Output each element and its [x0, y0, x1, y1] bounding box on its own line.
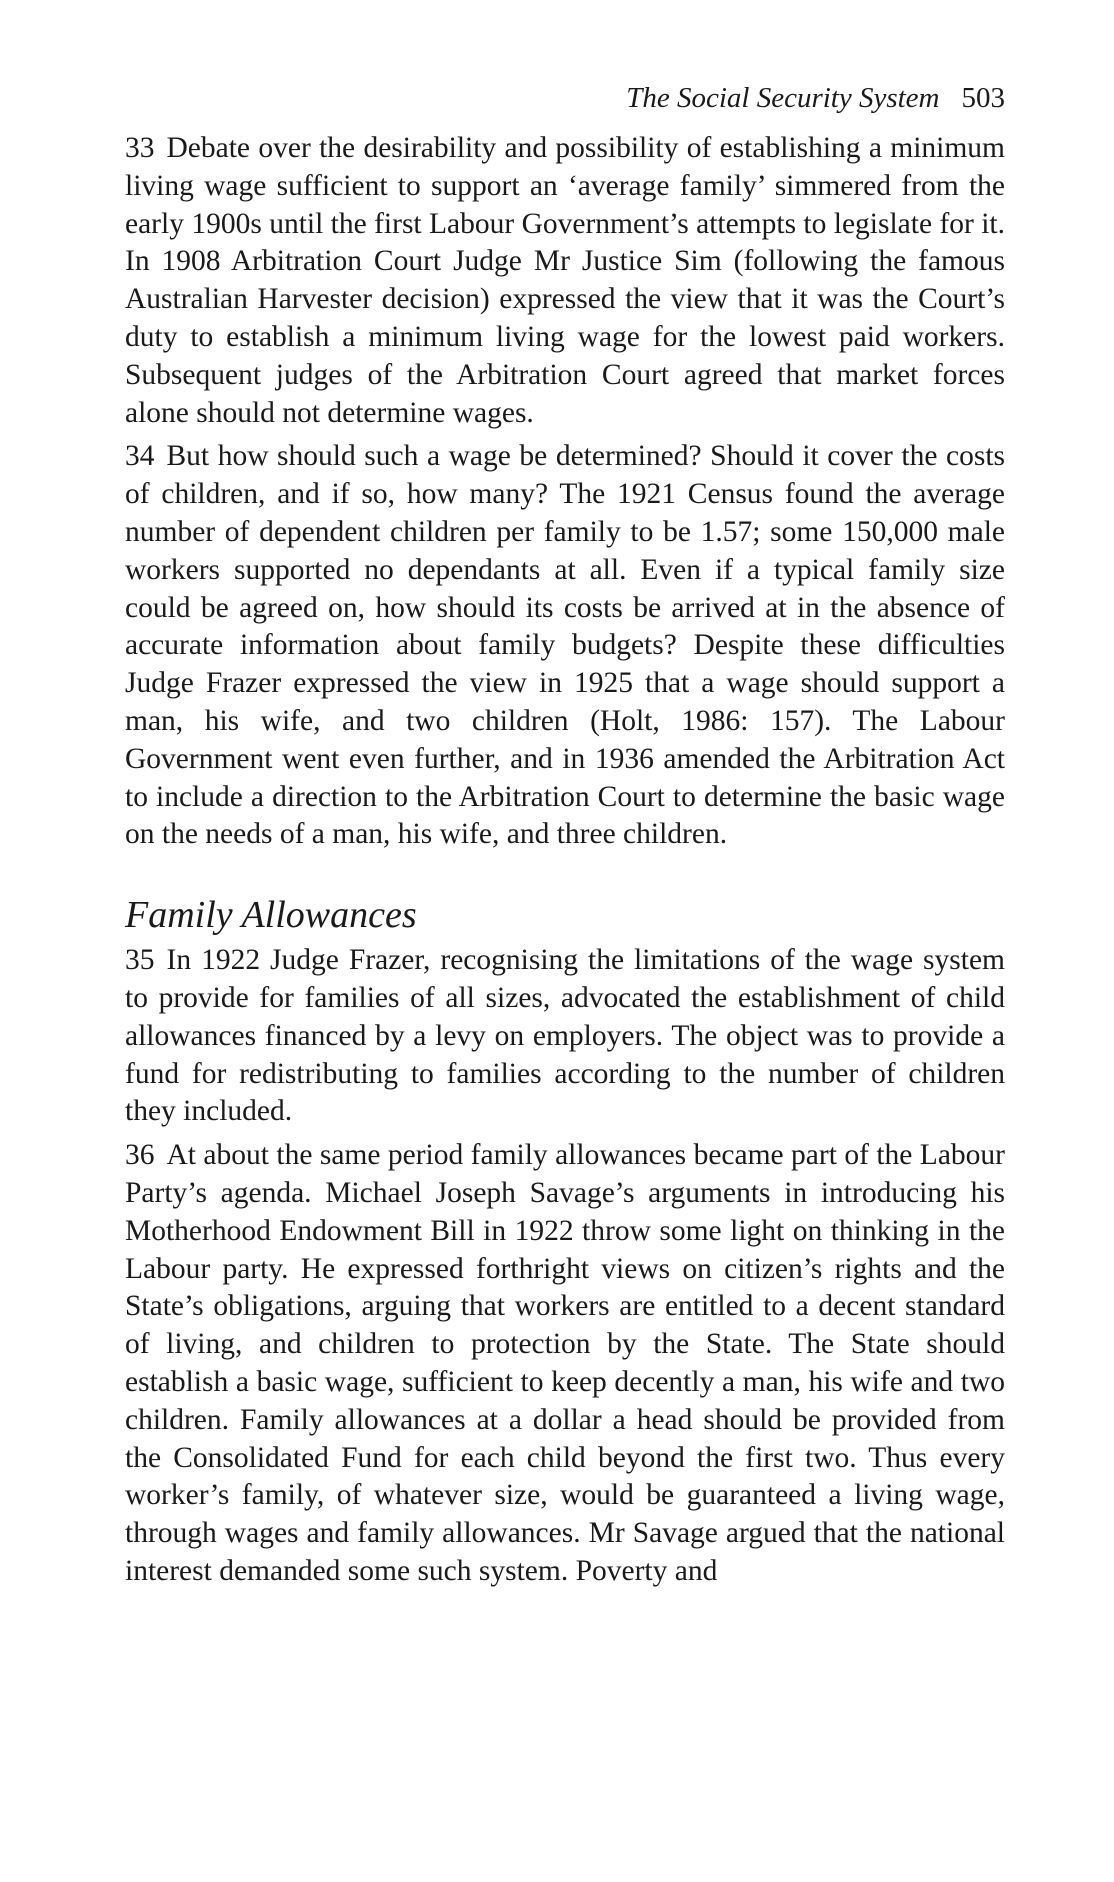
paragraph-36	[125, 1137, 1005, 1591]
paragraph-number: 36	[125, 1139, 155, 1172]
paragraph-number: 35	[125, 944, 155, 977]
running-head-title: The Social Security System	[626, 82, 940, 114]
section-heading: Family Allowances	[125, 894, 417, 937]
page	[125, 78, 1005, 1597]
running-head	[125, 78, 1005, 118]
paragraph-text: But how should such a wage be determined? Should it cover the costs of children, and if so, how many? The 1921 Census found the average number of dependent children per family to be 1.57; some 150,000 male workers supported no dependants at all. Even if a typical family size could be agreed on, how should its costs be arrived at in the absence of accurate information about family budgets? Despite these difficulties Judge Frazer expressed the view in 1925 that a wage should support a man, his wife, and two children (Holt, 1986: 157). The Labour Government went even further, and in 1936 amended the Arbitration Act to include a direction to the Arbitration Court to determine the basic wage on the needs of a man, his wife, and three children.	[125, 440, 1005, 851]
paragraph-35	[125, 942, 1005, 1131]
paragraph-number: 34	[125, 440, 155, 473]
page-number: 503	[961, 82, 1005, 114]
paragraph-34	[125, 438, 1005, 854]
paragraph-text: Debate over the desirability and possibility of establishing a minimum living wage sufficient to support an ‘average family’ simmered from the early 1900s until the first Labour Government’s attempts to legislate for it. In 1908 Arbitration Court Judge Mr Justice Sim (following the famous Australian Harvester decision) expressed the view that it was the Court’s duty to establish a minimum living wage for the lowest paid workers. Subsequent judges of the Arbitration Court agreed that market forces alone should not determine wages.	[125, 132, 1005, 429]
paragraph-number: 33	[125, 132, 155, 164]
paragraph-text: At about the same period family allowances became part of the Labour Party’s agenda. Michael Joseph Savage’s arguments in introducing his Motherhood Endowment Bill in 1922 throw some light on thinking in the Labour party. He expressed forthright views on citizen’s rights and the State’s obligations, arguing that workers are entitled to a decent standard of living, and children to protection by the State. The State should establish a basic wage, sufficient to keep decently a man, his wife and two children. Family allowances at a dollar a head should be provided from the Consolidated Fund for each child beyond the first two. Thus every worker’s family, of whatever size, would be guaranteed a living wage, through wages and family allowances. Mr Savage argued that the national interest demanded some such system. Poverty and	[125, 1139, 1005, 1587]
paragraph-text: In 1922 Judge Frazer, recognising the limitations of the wage system to provide for families of all sizes, advocated the establishment of child allowances financed by a levy on employers. The object was to provide a fund for redistributing to families according to the number of children they included.	[125, 944, 1005, 1128]
paragraph-33	[125, 130, 1005, 432]
